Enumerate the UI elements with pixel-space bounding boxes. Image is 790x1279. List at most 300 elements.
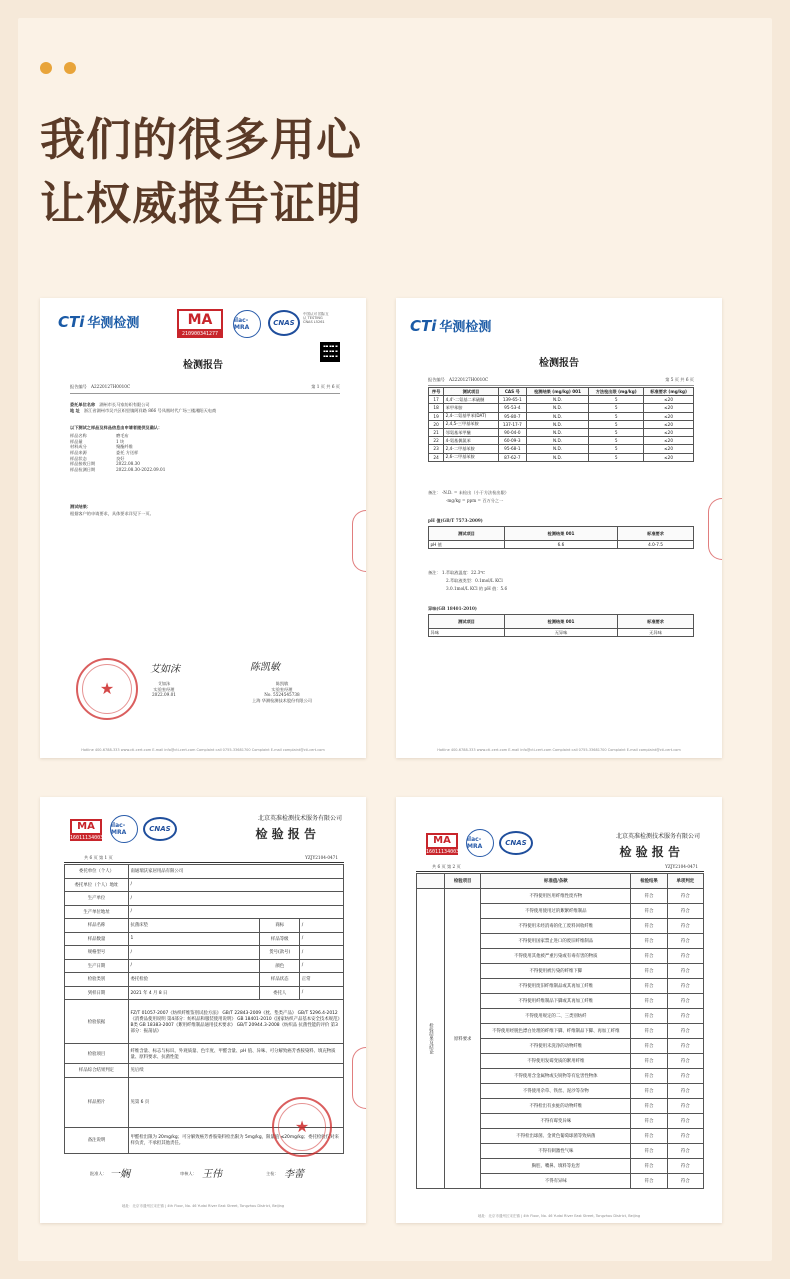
field-value: 委托 方送样 (116, 450, 139, 456)
table-row (429, 412, 694, 420)
table-row (429, 453, 694, 461)
side-label: 检验结果及结论 (417, 889, 445, 1189)
reviewer-label: 审核人： (180, 1171, 197, 1176)
signer-1-name: 艾如沫 (157, 681, 171, 686)
result-cell: 符合 (631, 904, 667, 919)
judgement-cell: 符合 (667, 889, 703, 904)
report-number: YZJY2104-0471 (305, 855, 338, 860)
cti-logo-mark: CTi (410, 317, 437, 335)
result-cell: 符合 (631, 1084, 667, 1099)
table-cell: pH 值 (429, 541, 505, 549)
table-cell: 4,4'-二氨基二苯硫醚 (444, 396, 499, 404)
table-cell: ≤20 (644, 453, 694, 461)
table-cell: 60-09-3 (498, 437, 526, 445)
signer-1-date: 2022.09.01 (152, 692, 176, 698)
table-cell: 5 (589, 420, 644, 428)
cnas-subtext: 中国认可 国际互认 TESTING CNAS L5261 (303, 312, 329, 325)
table-cell: 24 (429, 453, 444, 461)
table-cell: 4.0-7.5 (618, 541, 694, 549)
table-cell: 5 (589, 396, 644, 404)
row-label: 委托单位（个人） (65, 865, 129, 879)
page-indicator: 第 5 页 共 6 页 (665, 377, 694, 382)
cnas-icon: CNAS (499, 831, 533, 855)
column-header: 测试项目 (429, 615, 505, 629)
column-header (417, 874, 445, 889)
table-cell: 90-04-0 (498, 428, 526, 436)
column-header: 检测结果 (mg/kg) 001 (526, 388, 588, 396)
column-header: 方法检出限 (mg/kg) (589, 388, 644, 396)
table-cell: N.D. (526, 437, 588, 445)
judgement-cell: 符合 (667, 979, 703, 994)
table-cell: 苯甲苯胺 (444, 404, 499, 412)
report-title: 检测报告 (183, 360, 223, 371)
standard-cell: 不得使用规定的二、三类别纺纤 (481, 1009, 631, 1024)
judgement-cell: 符合 (667, 1174, 703, 1189)
judgement-cell: 符合 (667, 994, 703, 1009)
judgement-cell: 符合 (667, 964, 703, 979)
result-cell: 符合 (631, 1174, 667, 1189)
dot-icon (40, 62, 52, 74)
signature-1: 艾如沫 (150, 664, 180, 675)
headline-line-2: 让权威报告证明 (40, 177, 363, 230)
table-cell: ≤20 (644, 437, 694, 445)
official-seal-icon (76, 658, 138, 720)
row-value: FZ/T 01057-2007《纺织纤维鉴别试验方法》 GB/T 22843-2009《枕、垫类产品》 GB/T 5296.4-2012《消费品使用说明 第4部分：纺织品和服装使用说明》 GB 18401-2010《国家纺织产品基本安全技术规范》B类 GB 18383-2007《絮用纤维制品通用技术要求》 GB/T 20944.3-2008《纺织品 抗菌性能的评价 第3部分：振荡法》 (129, 1000, 344, 1044)
table-cell: 2,6-二甲基苯胺 (444, 453, 499, 461)
table-cell: 137-17-7 (498, 420, 526, 428)
report-title: 检 验 报 告 (619, 845, 680, 859)
headline-line-1: 我们的很多用心 (40, 113, 363, 166)
table-row (429, 404, 694, 412)
page-indicator: 共 6 页 第 2 页 (432, 864, 461, 869)
result-cell: 符合 (631, 979, 667, 994)
table-row (65, 892, 344, 906)
result-cell: 符合 (631, 1129, 667, 1144)
inspector-signature: 李蕾 (284, 1169, 304, 1180)
result-cell: 符合 (631, 949, 667, 964)
ph-note-1: 备注： 1.萃取液温度：22.3℃ (428, 570, 486, 575)
reviewer-signature: 王伟 (202, 1169, 222, 1180)
approver-label: 批准人： (90, 1171, 107, 1176)
odor-table (428, 614, 694, 637)
ph-note-2: 2.萃取液类型：0.1mol/L KCl (446, 578, 503, 583)
row-label: 备注说明 (65, 1127, 129, 1153)
row-value: 甲醛检出限为 20mg/kg；可分解致癌芳香胺染料检出限为 5mg/kg，限量值 ≤20mg/kg；委托检验仅对来样负责，不承担其他责任。 (129, 1127, 344, 1153)
decorative-dots (40, 62, 76, 74)
result-cell: 符合 (631, 1114, 667, 1129)
inspector-label: 主检： (266, 1171, 279, 1176)
signer-2 (252, 681, 312, 704)
row-label: 规格型号 (65, 946, 129, 960)
address-label: 地 址 (70, 407, 80, 413)
divider (70, 393, 340, 394)
row-value: / (129, 959, 260, 973)
group-label: 原料要求 (445, 889, 481, 1189)
column-header: 检测结果 001 (504, 527, 617, 541)
row-label: 检验依据 (65, 1000, 129, 1044)
table-row (429, 396, 694, 404)
judgement-cell: 符合 (667, 1024, 703, 1039)
result-cell: 符合 (631, 889, 667, 904)
result-label: 测试结果： (70, 504, 91, 509)
ma-label: MA (77, 821, 95, 832)
row-value: 纤维含量、标志与标识、外观质量、色牢度、甲醛含量、pH 值、异味、可分解致癌芳香胺染料、填充物质量、原料要求、抗菌性能 (129, 1044, 344, 1064)
field-value: 2022.08.30 (116, 461, 140, 467)
field-value: 1 块 (116, 438, 125, 444)
row-value: 1 (129, 932, 260, 946)
judgement-cell: 符合 (667, 904, 703, 919)
signer-1-title: 实验室经理 (153, 686, 175, 692)
signer-2-title: 实验室经理 (271, 686, 293, 692)
page-indicator: 第 1 页 共 6 页 (311, 384, 340, 389)
table-cell: ≤20 (644, 412, 694, 420)
cma-mark-icon (177, 309, 223, 331)
table-row (65, 1044, 344, 1064)
cti-logo-mark: CTi (58, 313, 85, 331)
result-cell: 符合 (631, 964, 667, 979)
column-header: 标准要求 (mg/kg) (644, 388, 694, 396)
table-cell: 18 (429, 404, 444, 412)
table-header-row (429, 527, 694, 541)
official-seal-icon (272, 1097, 332, 1157)
headline (40, 108, 362, 236)
standard-cell: 不得使用医用纤维性废弃物 (481, 889, 631, 904)
sample-section-title: 以下测试之样品及样品信息由申请者提供及确认： (70, 425, 163, 430)
table-row (417, 889, 704, 904)
column-header: 检测结果 001 (504, 615, 617, 629)
field-value: 聚酯纤维 (116, 444, 133, 450)
table-row (65, 946, 344, 960)
dot-icon (64, 62, 76, 74)
table-cell: N.D. (526, 412, 588, 420)
row-value: 见后续 (129, 1064, 344, 1078)
standard-cell: 不得有霉变异味 (481, 1114, 631, 1129)
table-cell: 5 (589, 437, 644, 445)
table-header-row (429, 615, 694, 629)
column-header: 单项判定 (667, 874, 703, 889)
result-cell: 符合 (631, 1054, 667, 1069)
row-label: 样品状态 (260, 973, 300, 987)
row-label: 到样日期 (65, 986, 129, 1000)
field-label: 样品来源 (70, 450, 87, 456)
ilac-mra-icon: ilac-MRA (466, 829, 494, 857)
table-cell: 5 (589, 412, 644, 420)
table-row (429, 428, 694, 436)
table-cell: 22 (429, 437, 444, 445)
table-cell: 无异味 (618, 629, 694, 637)
table-cell: ≤20 (644, 445, 694, 453)
standard-cell: 不得使用使用过的絮絮纤维制品 (481, 904, 631, 919)
row-label: 商标 (260, 919, 300, 933)
report-number (428, 377, 488, 383)
result-cell: 符合 (631, 1024, 667, 1039)
table-cell: 5 (589, 445, 644, 453)
signer-1 (152, 681, 176, 698)
signer-2-name: 陈凯敏 (275, 681, 289, 686)
result-cell: 符合 (631, 1159, 667, 1174)
judgement-cell: 符合 (667, 1069, 703, 1084)
table-row (65, 878, 344, 892)
result-cell: 符合 (631, 934, 667, 949)
field-label: 样品接收日期 (70, 461, 96, 467)
cti-logo (410, 316, 491, 335)
field-row (70, 467, 310, 473)
star-icon: ★ (99, 679, 115, 698)
judgement-cell: 符合 (667, 1159, 703, 1174)
column-header: 测试项目 (429, 527, 505, 541)
table-cell: 23 (429, 445, 444, 453)
judgement-cell: 符合 (667, 1114, 703, 1129)
report-number (70, 384, 130, 390)
table-cell: 邻氨基苯甲醚 (444, 428, 499, 436)
result-cell: 符合 (631, 994, 667, 1009)
ma-label: MA (433, 835, 451, 846)
column-header: 标准要求 (618, 527, 694, 541)
report-serial: No. 5524545738 (264, 692, 300, 698)
table-cell: N.D. (526, 445, 588, 453)
report-number-value: A2220127H0010C (448, 377, 489, 382)
raw-material-table (416, 873, 704, 1189)
standard-cell: 不得有刺激性气味 (481, 1144, 631, 1159)
field-value: 2022.08.30-2022.09.01 (116, 467, 166, 473)
table-cell: 95-80-7 (498, 412, 526, 420)
table-row (429, 541, 694, 549)
report-number-label: 报告编号 (70, 384, 87, 389)
table-cell: ≤20 (644, 420, 694, 428)
judgement-cell: 符合 (667, 1084, 703, 1099)
table-cell: 139-65-1 (498, 396, 526, 404)
report-footer: 地址：北京市通州区宋庄镇 | 4th Floor, No. 46 Yudai River East Street, Tongzhou District, Beijing (477, 1214, 641, 1218)
ma-number: 160111340036 (426, 849, 463, 855)
report-footer: Hotline 400-6788-333 www.cti-cert.com E-mail info@cti-cert.com Complaint call 0755-33681700 Complaint E-mail complaint@cti-cert.com (81, 748, 325, 752)
standard-cell: 不得使用被污染的纤维下脚 (481, 964, 631, 979)
row-label: 样品名称 (65, 919, 129, 933)
judgement-cell: 符合 (667, 1054, 703, 1069)
report-number: YZJY2104-0471 (665, 864, 698, 869)
table-row (429, 445, 694, 453)
column-header: CAS 号 (498, 388, 526, 396)
judgement-cell: 符合 (667, 934, 703, 949)
table-cell: 2,4-二甲基苯胺 (444, 445, 499, 453)
result-cell: 符合 (631, 919, 667, 934)
row-label: 颜色 (260, 959, 300, 973)
row-label: 货号(款号) (260, 946, 300, 960)
standard-cell: 胸腔、嘴鼻、填料等危害 (481, 1159, 631, 1174)
judgement-cell: 符合 (667, 1039, 703, 1054)
client-value: 湖州市长马家纺织有限公司 (99, 402, 150, 407)
judgement-cell: 符合 (667, 1009, 703, 1024)
row-value: / (300, 946, 344, 960)
table-cell: N.D. (526, 420, 588, 428)
result-cell: 符合 (631, 1099, 667, 1114)
standard-cell: 不得使用未经消毒的化工废料回收纤维 (481, 919, 631, 934)
table-cell: 4-氨基偶氮苯 (444, 437, 499, 445)
judgement-cell: 符合 (667, 1099, 703, 1114)
row-label: 样品综合结果判定 (65, 1064, 129, 1078)
table-header-row (429, 388, 694, 396)
odor-section-title: 异味(GB 18401-2010) (428, 606, 477, 611)
row-label: 生产单位 (65, 892, 129, 906)
row-label: 样品等级 (260, 932, 300, 946)
table-row (65, 1000, 344, 1044)
table-cell: ≤20 (644, 396, 694, 404)
report-number-value: A2220127H0010C (90, 384, 131, 389)
table-row (65, 865, 344, 879)
standard-cell: 不得检出球菌、金黄色葡萄球菌等致病菌 (481, 1129, 631, 1144)
report-number-label: 报告编号 (428, 377, 445, 382)
standard-cell: 不得使用含金属物或尖锐物等有危害性物体 (481, 1069, 631, 1084)
field-label: 样品检测日期 (70, 467, 96, 473)
note-2: -mg/kg = ppm = 百万分之一 (446, 498, 504, 503)
row-value: 正常 (300, 973, 344, 987)
standard-cell: 不得检出有虫蛀的动物纤维 (481, 1099, 631, 1114)
row-value: 南通瑞沃家居用品有限公司 (129, 865, 344, 879)
row-label: 样品数量 (65, 932, 129, 946)
standard-cell: 不得使用纤维制品下脚或其再加工纤维 (481, 994, 631, 1009)
ma-number: 210900341277 (177, 331, 223, 338)
row-value: / (300, 986, 344, 1000)
company-name: 北京英准检测技术服务有限公司 (257, 815, 342, 822)
column-header: 检验结果 (631, 874, 667, 889)
cti-logo-text: 华测检测 (439, 320, 492, 335)
standard-cell: 不得使用其他被严重污染或有毒有害的物质 (481, 949, 631, 964)
row-value: 见第 6 页 (129, 1077, 344, 1127)
report-footer: 地址：北京市通州区宋庄镇 | 4th Floor, No. 46 Yudai River East Street, Tongzhou District, Beijing (121, 1204, 285, 1208)
table-row (65, 932, 344, 946)
note-1: 备注： -N.D. = 未检出（小于方法检出限） (428, 490, 509, 495)
signature-2: 陈凯敏 (250, 662, 280, 673)
standard-cell: 不得使用未洗净的动物纤维 (481, 1039, 631, 1054)
ph-table (428, 526, 694, 549)
row-value: / (300, 932, 344, 946)
judgement-cell: 符合 (667, 1144, 703, 1159)
sample-fields (70, 433, 310, 473)
ilac-mra-icon: ilac-MRA (233, 310, 261, 338)
standard-cell: 不得使用国家禁止进口的废旧纤维制品 (481, 934, 631, 949)
table-cell: 异味 (429, 629, 505, 637)
standard-cell: 不得有异味 (481, 1174, 631, 1189)
row-label: 生产单位地址 (65, 905, 129, 919)
amine-results-table (428, 387, 694, 462)
row-label: 生产日期 (65, 959, 129, 973)
standard-cell: 不得使用废旧纤维制品或其再加工纤维 (481, 979, 631, 994)
result-cell: 符合 (631, 1069, 667, 1084)
side-seal-icon (352, 510, 366, 572)
ilac-mra-icon: ilac-MRA (110, 815, 138, 843)
table-cell: 21 (429, 428, 444, 436)
table-cell: 19 (429, 412, 444, 420)
table-row (65, 986, 344, 1000)
divider (428, 385, 694, 386)
row-value: / (129, 878, 344, 892)
page-indicator: 共 6 页 第 1 页 (84, 855, 113, 860)
field-label: 样品状态 (70, 455, 87, 461)
row-value: 抗菌床垫 (129, 919, 260, 933)
approver-signature: 一娴 (110, 1169, 130, 1180)
report-yingzhun-page-2 (396, 797, 722, 1223)
result-text: 根据客户的申请要求，具体要求详见下一页。 (70, 511, 154, 516)
table-cell: 95-68-1 (498, 445, 526, 453)
column-header: 测试项目 (444, 388, 499, 396)
standard-cell: 不得使用杂草、铁丝、泥沙等杂物 (481, 1084, 631, 1099)
table-cell: N.D. (526, 396, 588, 404)
row-label: 检验类别 (65, 973, 129, 987)
row-value: / (129, 892, 344, 906)
column-header: 检验项目 (445, 874, 481, 889)
client-block (70, 402, 340, 413)
table-cell: 17 (429, 396, 444, 404)
result-cell: 符合 (631, 1039, 667, 1054)
inspector (266, 1171, 279, 1177)
company-name: 北京英准检测技术服务有限公司 (615, 833, 700, 840)
row-value: / (129, 905, 344, 919)
table-cell: 5 (589, 453, 644, 461)
star-icon: ★ (294, 1117, 310, 1136)
row-value: 2021 年 4 月 8 日 (129, 986, 260, 1000)
table-row (65, 959, 344, 973)
judgement-cell: 符合 (667, 949, 703, 964)
cma-mark-icon (426, 833, 458, 849)
table-cell: 95-53-4 (498, 404, 526, 412)
table-cell: ≤20 (644, 404, 694, 412)
standard-cell: 不得使用发霉变质的絮用纤维 (481, 1054, 631, 1069)
approver (90, 1171, 107, 1177)
table-row (65, 919, 344, 933)
result-cell: 符合 (631, 1009, 667, 1024)
column-header: 标准要求 (618, 615, 694, 629)
reviewer (180, 1171, 197, 1177)
table-cell: 20 (429, 420, 444, 428)
table-cell: 87-62-7 (498, 453, 526, 461)
report-title: 检 验 报 告 (255, 827, 316, 841)
row-label: 样品照片 (65, 1077, 129, 1127)
field-value: 良好 (116, 455, 125, 461)
report-yingzhun-page-1 (40, 797, 366, 1223)
table-cell: N.D. (526, 453, 588, 461)
field-label: 材料成分 (70, 444, 87, 450)
table-row (65, 973, 344, 987)
table-cell: 6.6 (504, 541, 617, 549)
column-header: 标准值/条款 (481, 874, 631, 889)
field-label: 样品名称 (70, 433, 87, 438)
standard-cell: 不得使用经脱色漂白处理的纤维下脚、纤维制品下脚、再加工纤维 (481, 1024, 631, 1039)
column-header: 序号 (429, 388, 444, 396)
cti-logo-text: 华测检测 (87, 316, 140, 331)
ph-note-3: 3.0.1mol/L KCl 的 pH 值：5.6 (446, 586, 508, 591)
table-cell: ≤20 (644, 428, 694, 436)
lab-address: 上海 华测检测技术股份有限公司 (252, 698, 312, 704)
field-value: 磨毛布 (116, 433, 129, 438)
result-cell: 符合 (631, 1144, 667, 1159)
cti-logo (58, 312, 139, 331)
cma-mark-icon (70, 819, 102, 835)
row-value: / (300, 959, 344, 973)
table-row (429, 629, 694, 637)
table-row (65, 905, 344, 919)
table-cell: 5 (589, 404, 644, 412)
side-seal-icon (708, 498, 722, 560)
judgement-cell: 符合 (667, 919, 703, 934)
row-label: 委托单位（个人）地址 (65, 878, 129, 892)
client-label: 委托单位名称 (70, 402, 96, 407)
ph-section-title: pH 值(GB/T 7573-2009) (428, 518, 483, 523)
cnas-icon: CNAS (143, 817, 177, 841)
row-value: / (129, 946, 260, 960)
table-cell: N.D. (526, 404, 588, 412)
table-header-row (417, 874, 704, 889)
row-label: 委托人 (260, 986, 300, 1000)
judgement-cell: 符合 (667, 1129, 703, 1144)
